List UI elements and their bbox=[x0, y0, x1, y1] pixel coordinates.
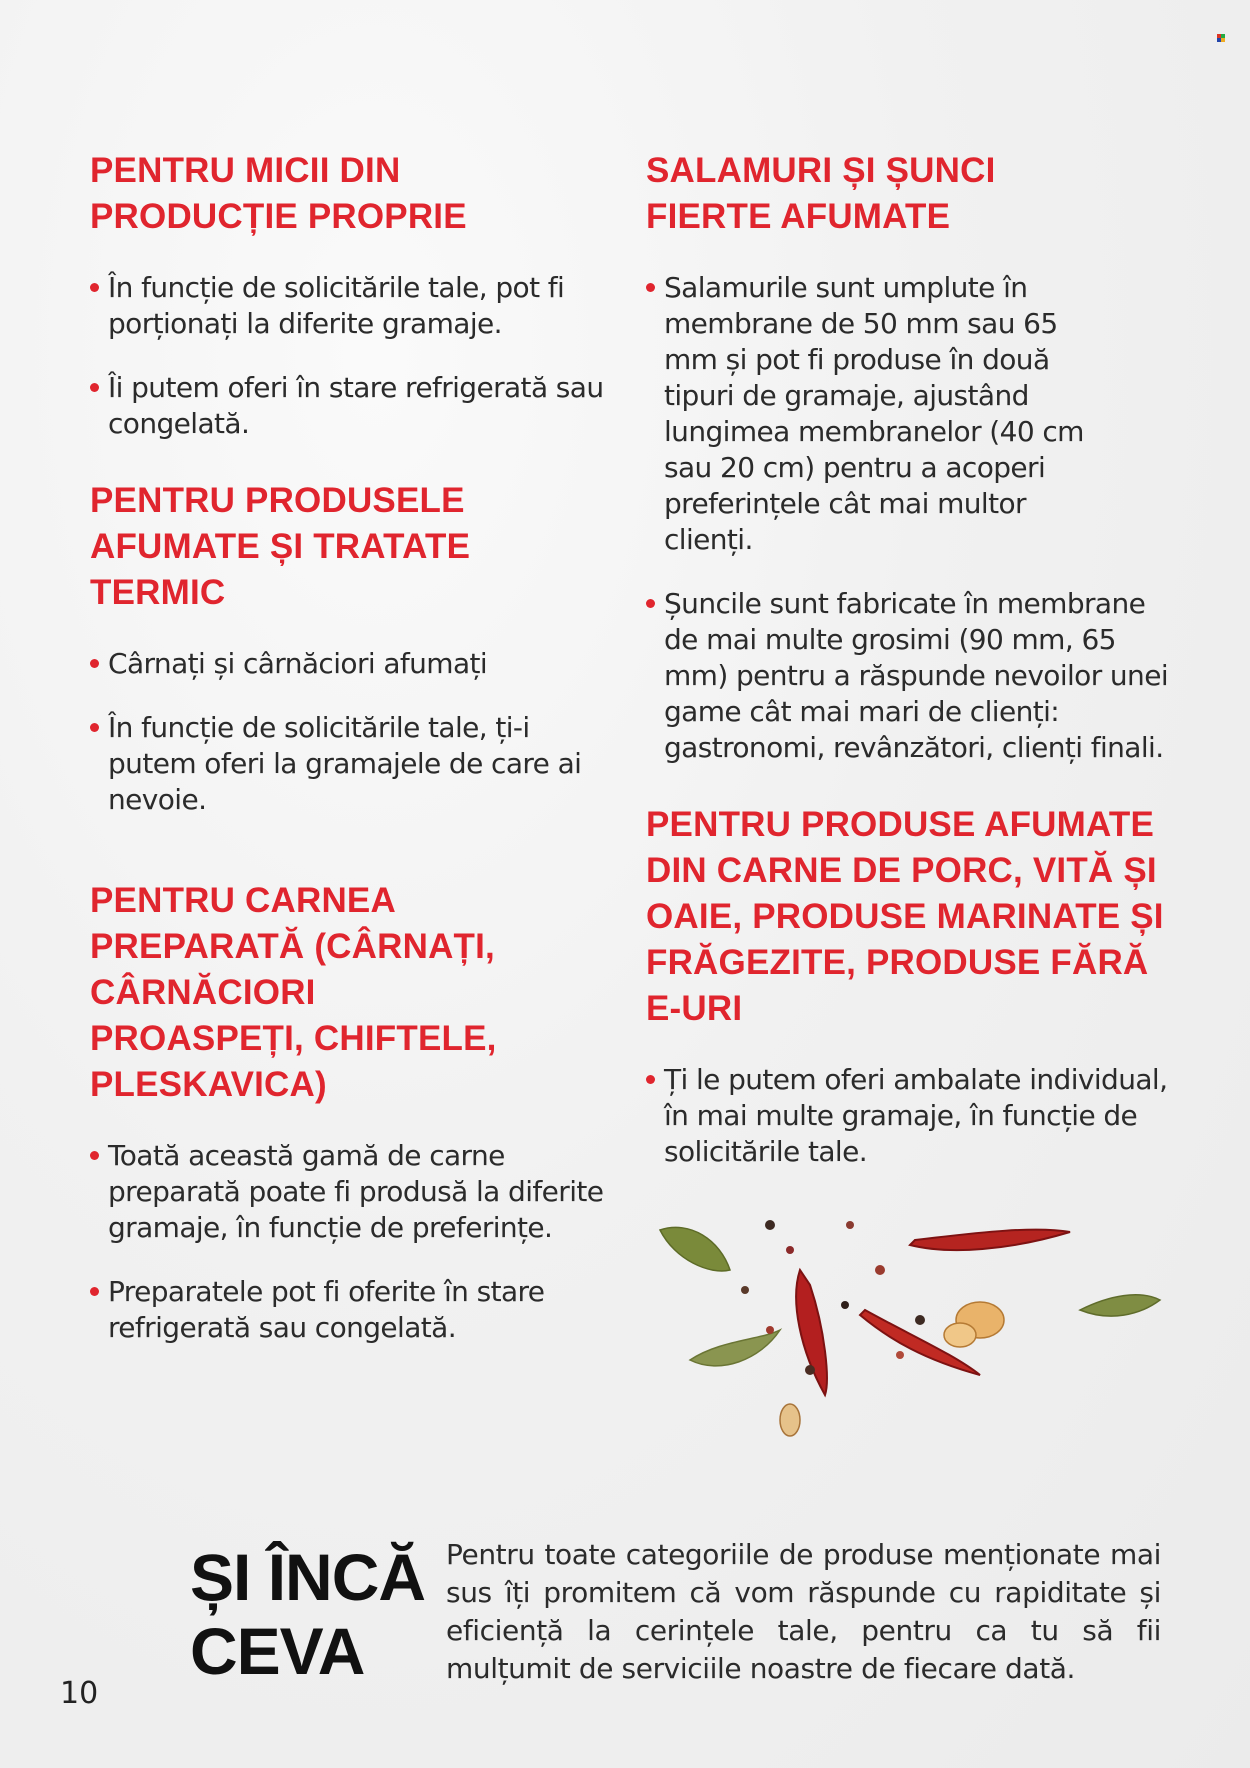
bay-leaf-icon bbox=[690, 1330, 780, 1366]
bullet-item: În funcție de solicitările tale, pot fi porționați la diferite gramaje. bbox=[90, 270, 610, 342]
section-heading: PENTRU MICII DIN PRODUCȚIE PROPRIE bbox=[90, 151, 467, 236]
footer-text: Pentru toate categoriile de produse menționate mai sus îți promitem că vom răspunde cu rapiditate și eficiență la cerințele tale, pentru ca tu să fii mulțumit de serviciile noastre de fiecare dată. bbox=[446, 1538, 1161, 1685]
left-column bbox=[90, 148, 610, 1382]
bullet-item: Salamurile sunt umplute în membrane de 50 mm sau 65 mm și pot fi produse în două tipuri de gramaje, ajustând lungimea membranelor (40 cm sau 20 cm) pentru a acoperi preferințele cât mai multor clienți. bbox=[646, 270, 1094, 558]
peppercorn-icon bbox=[786, 1246, 794, 1254]
section-mici bbox=[90, 148, 610, 442]
section-heading: SALAMURI ȘI ȘUNCI FIERTE AFUMATE bbox=[646, 151, 996, 236]
footer-title-line: CEVA bbox=[190, 1614, 365, 1688]
peppercorn-icon bbox=[741, 1286, 749, 1294]
bullet-item: Cârnați și cârnăciori afumați bbox=[90, 646, 610, 682]
peppercorn-icon bbox=[805, 1365, 815, 1375]
garlic-clove-icon bbox=[780, 1404, 800, 1436]
peppercorn-icon bbox=[841, 1301, 849, 1309]
peppercorn-icon bbox=[915, 1315, 925, 1325]
bullet-item: Îi putem oferi în stare refrigerată sau congelată. bbox=[90, 370, 610, 442]
footer-title-line: ȘI ÎNCĂ bbox=[190, 1540, 426, 1614]
bullet-item: În funcție de solicitările tale, ți-i putem oferi la gramajele de care ai nevoie. bbox=[90, 710, 610, 818]
bullet-item: Preparatele pot fi oferite în stare refrigerată sau congelată. bbox=[90, 1274, 610, 1346]
section-carne-preparata bbox=[90, 878, 610, 1346]
bullet-item: Șuncile sunt fabricate în membrane de mai multe grosimi (90 mm, 65 mm) pentru a răspunde nevoilor unei game cât mai mari de clienți: gastronomi, revânzători, clienți finali. bbox=[646, 586, 1186, 766]
bay-leaf-icon bbox=[660, 1227, 730, 1271]
bay-leaf-icon bbox=[1080, 1295, 1160, 1316]
bullet-item: Toată această gamă de carne preparată poate fi produsă la diferite gramaje, în funcție de preferințe. bbox=[90, 1138, 610, 1246]
right-column bbox=[646, 148, 1186, 1206]
peppercorn-icon bbox=[765, 1220, 775, 1230]
bullet-item: Ți le putem oferi ambalate individual, în mai multe gramaje, în funcție de solicitările tale. bbox=[646, 1062, 1186, 1170]
section-afumate-tratate bbox=[90, 478, 610, 818]
chili-pepper-icon bbox=[796, 1270, 827, 1395]
spice-illustration bbox=[650, 1210, 1170, 1460]
corner-mark-icon bbox=[1217, 34, 1225, 42]
chili-pepper-icon bbox=[910, 1230, 1070, 1250]
peppercorn-icon bbox=[875, 1265, 885, 1275]
footer-title bbox=[190, 1540, 430, 1688]
section-heading: PENTRU PRODUSELE AFUMATE ȘI TRATATE TERMIC bbox=[90, 481, 471, 612]
section-produse-afumate-porc-vita-oaie bbox=[646, 802, 1186, 1170]
peppercorn-icon bbox=[766, 1326, 774, 1334]
section-heading: PENTRU CARNEA PREPARATĂ (CÂRNAȚI, CÂRNĂCIORI PROASPEȚI, CHIFTELE, PLESKAVICA) bbox=[90, 881, 497, 1104]
section-heading: PENTRU PRODUSE AFUMATE DIN CARNE DE PORC, VITĂ ȘI OAIE, PRODUSE MARINATE ȘI FRĂGEZITE, PRODUSE FĂRĂ E-URI bbox=[646, 805, 1164, 1028]
peppercorn-icon bbox=[846, 1221, 854, 1229]
section-salamuri-sunci bbox=[646, 148, 1186, 766]
garlic-icon bbox=[944, 1323, 976, 1347]
peppercorn-icon bbox=[896, 1351, 904, 1359]
page-number: 10 bbox=[60, 1676, 99, 1711]
